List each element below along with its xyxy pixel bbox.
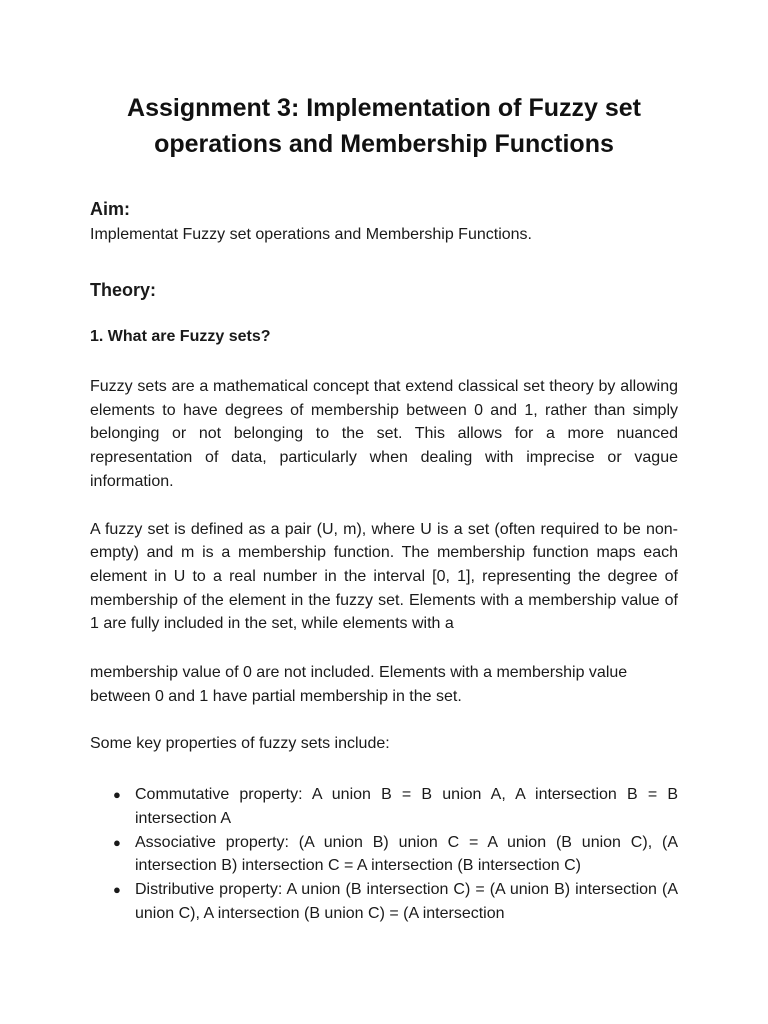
aim-heading: Aim:	[90, 199, 130, 219]
document-title	[90, 0, 678, 162]
paragraph-fuzzy-intro: Fuzzy sets are a mathematical concept that extend classical set theory by allowing elements to have degrees of membership between 0 and 1, rather than simply belonging or not belonging to the set. This allows for a more nuanced representation of data, particularly when dealing with imprecise or vague information.	[90, 378, 678, 490]
aim-text: Implementat Fuzzy set operations and Membership Functions.	[90, 226, 532, 243]
bullet-icon: ●	[113, 834, 121, 850]
list-item-associative	[90, 831, 678, 878]
list-item-text: Commutative property: A union B = B union A, A intersection B = B intersection A	[135, 786, 678, 827]
section-1-heading: 1. What are Fuzzy sets?	[90, 328, 271, 345]
properties-list	[90, 783, 678, 925]
paragraph-fuzzy-definition: A fuzzy set is defined as a pair (U, m), where U is a set (often required to be non-empty) and m is a membership function. The membership function maps each element in U to a real number in the interval [0, 1], representing the degree of membership of the element in the fuzzy set. Elements with a membership value of 1 are fully included in the set, while elements with a	[90, 520, 678, 633]
bullet-icon: ●	[113, 881, 121, 897]
paragraph-membership-values: membership value of 0 are not included. Elements with a membership value between 0 and 1 have partial membership in the set.	[90, 664, 628, 705]
theory-heading: Theory:	[90, 280, 157, 300]
paragraph-key-properties-intro: Some key properties of fuzzy sets include:	[90, 735, 390, 753]
list-item-distributive	[90, 878, 678, 925]
list-item-text: Distributive property: A union (B intersection C) = (A union B) intersection (A union C), A intersection (B union C) = (A intersection	[135, 880, 678, 922]
list-item-commutative	[90, 783, 678, 830]
title-line-2: operations and Membership Functions	[154, 130, 614, 158]
title-line-1: Assignment 3: Implementation of Fuzzy set	[127, 94, 641, 122]
bullet-icon: ●	[113, 787, 121, 803]
list-item-text: Associative property: (A union B) union C = A union (B union C), (A intersection B) intersection C = A intersection (B intersection C)	[135, 833, 678, 875]
